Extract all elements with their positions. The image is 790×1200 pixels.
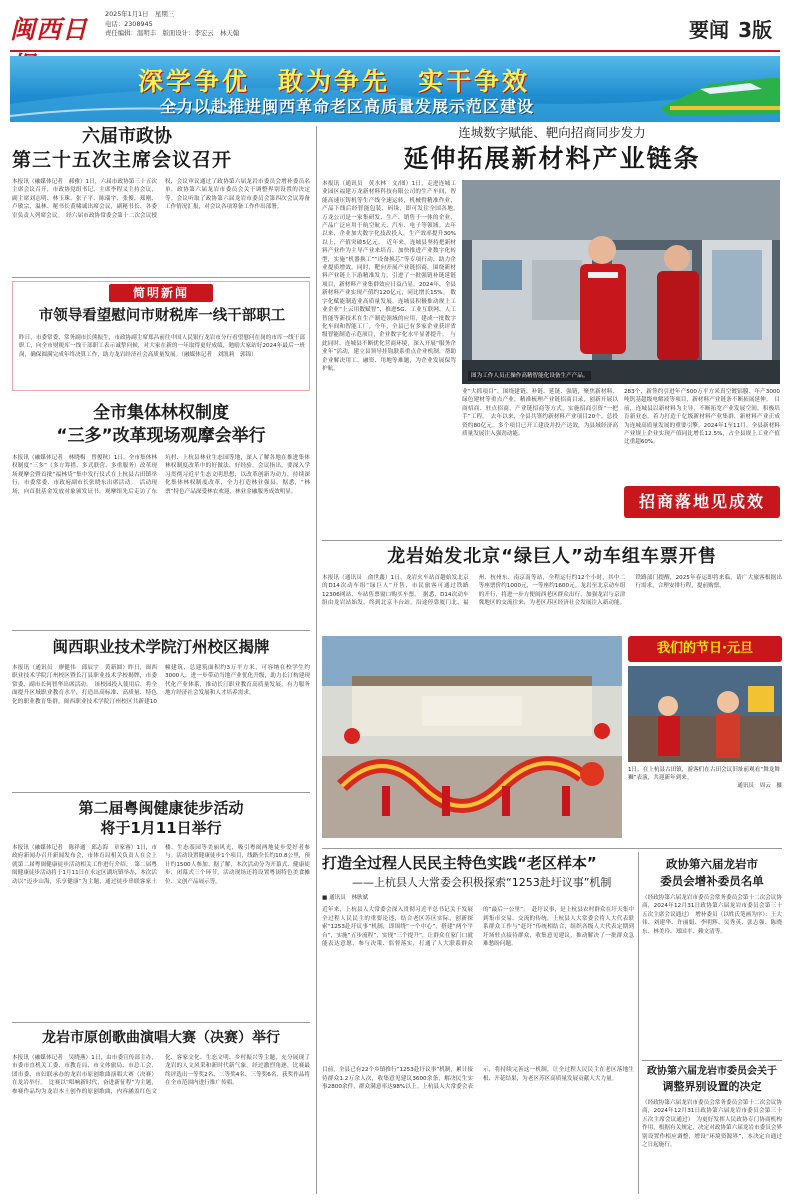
article-body-col: 本报讯（通讯员 黄水林 文/图）1日，走进连城工业园区福建万龙新材料科技有限公司的生产车间，智能高速压铸机等生产线全速运转，机械臂精准作业，产品下线后经智能包装、码垛，即可发往全国各地。 万龙公司是一家集研发、生产、销售于一体的企业，产品广泛应用于航空航天、汽车、电子等领域。去年以来，企业加大数字化技改投入，生产效率提升30%以上，产值突破5亿元。 近年来，连城县坚持把新材料产业作为主导产业来培育，加快推进产业数字化转型，实施“机器换工”“设备换芯”等专项行动，助力企业提质增效。同时，靶向开展产业链招商，围绕新材料产业链上下游精准发力，引进了一批强链补链延链项目，新材料产业集群效应日益凸显。2024年，全县新材料产业实现产值约120亿元，同比增长15%。 数字化赋能制造业高质量发展。连城县积极推动规上工业企业“上云用数赋智”，推进5G、工业互联网、人工智能等新技术在生产制造领域的应用，建成一批数字化车间和智能工厂。今年，全县已有多家企业获评省级智能制造示范项目，企业数字化水平显著提升。 与此同时，连城县不断优化营商环境，深入开展“服务企业年”活动，建立县领导挂钩联系重点企业机制，帮助企业解决用工、融资、用地等难题，为企业发展保驾护航。: [322, 181, 462, 372]
article-title: 将于1月11日举行: [100, 819, 222, 837]
divider: [642, 1060, 782, 1061]
article-body: （经政协第六届龙岩市委员会常务委员会第十二次会议协商，2024年12月31日政协第六届龙岩市委员会第三十五次主席会议通过） 增补委员（以姓氏笔画为序）：王大伟、刘建华、许丽娟、李明辉、吴秀英、张志强、陈晓东、林美玲、郑国平、赖文清等。: [642, 895, 782, 935]
article-body: 本报讯（通讯员 俞世鑫）1日，龙岩火车站首趟始发北京的D14次动车组“绿巨人”开售，市民旅客可通过铁路12306网站、车站售票窗口购买车票。 据悉，D14次动车组由龙岩站始发，终到北京丰台站，沿途停靠厦门北、福州、杭州东、南京南等站，全程运行约12个小时，其中二等座票价约1000元，一等座约1600元。龙岩至北京动车组的开行，将进一步方便闽西老区群众出行，加强龙岩与京津冀地区的交流往来，为老区苏区经济社会发展注入新动能。铁路部门提醒，2025年春运即将来临，请广大旅客根据出行需求，合理安排行程，提前购票。: [322, 575, 782, 607]
newspaper-logo: 闽西日: [10, 15, 89, 44]
brief-title: 市领导看望慰问市财税库一线干部职工: [38, 308, 286, 324]
article-title: 龙岩始发北京“绿巨人”动车组车票开售: [387, 546, 717, 567]
article-cppcc-members-list: [642, 856, 782, 1056]
article-byline: ■ 通讯员 林耿斌: [322, 895, 369, 901]
factory-scene-graphic: [462, 180, 780, 384]
brief-body: 昨日，市委常委、常务副市长熊振生，市政协副主席郑昌前往中国人民银行龙岩市分行看望慰问在岗的市库一线干部职工，向全市财税库一线干部职工表示诚挚问候，对大家在新的一年取得更好成绩，勉励大家站好2024年最后一班岗，确保圆满完成年终决算工作，助力龙岩经济社会高质量发展。（融媒体记者 刘凯莉 郭锦）: [19, 335, 305, 358]
article-title: 政协第六届龙岩市委员会关于: [647, 1066, 777, 1077]
masthead-info: 2025年1月1日 星期三 电话：2308945 责任编辑：温明丰 版面设计：李宏云 林天翰: [105, 10, 240, 38]
article-title: 打造全过程人民民主特色实践“老区样本”: [322, 854, 597, 872]
article-title: 第三十五次主席会议召开: [12, 149, 233, 171]
article-body: 本报讯（通讯员 廖健伟 邱辰宇 黄新圆）昨日，闽西职业技术学院汀州校区暨长汀县职业技术学校揭牌，市委常委、副市长何智华出席活动。 该校园投入使用后，将全面提升区域职业教育水平，打造出高标准、高质量、特色化的职业教育集群。闽西职业技术学院汀州校区共新建10幢建筑，总建筑面积约3万平方米，可容纳在校学生约3000人，进一步带动当地产业优化升级，助力长汀构建现代化产业体系，推动长汀职业教育高质量发展，有力服务地方经济社会发展和人才培养需求。: [12, 665, 310, 705]
divider: [12, 792, 310, 793]
article-whole-process-democracy: [322, 852, 634, 1194]
divider: [12, 1022, 310, 1023]
festival-small-photo: [628, 666, 782, 762]
masthead: [10, 8, 780, 52]
article-song-contest: [12, 1028, 310, 1194]
article-body: 数字化赋能制造业高质量发展。连城县积极推动规上工业企业“上云用数赋智”，推进5G、工业互联网、人工智能等新技术在生产制造领域的应用，建成一批数字化车间和智能工厂。今年，全县已有多家企业获评省级智能制造示范项目，企业数字化水平显著提升。 与此同时，连城县不断优化营商环境，深入开展“服务企业年”活动，建立县领导挂钩联系重点企业机制，帮助企业解决用工、融资、用地等难题，为企业发展保驾护航。: [322, 290, 456, 372]
festival-side-header: 我们的节日·元旦: [628, 636, 782, 662]
article-body: 本报讯（融媒体记者 吴晓燕）1日，由市委宣传部主办，市委市直机关工委、市教育局、市文体旅局、市总工会、团市委、市妇联承办的龙岩市原创歌曲演唱大赛（决赛）在龙岩举行。 比赛以“唱响新时代，奋进新征程”为主题，参赛作品均为龙岩本土创作的原创歌曲，内容涵盖红色文化、客家文化、生态文明、乡村振兴等主题，充分展现了龙岩的人文风采和新时代新气象。经过激烈角逐，比赛最终评选出一等奖2名、二等奖4名、三等奖6名，获奖作品将在全市范围内进行推广传唱。: [12, 1055, 310, 1095]
sub-banner: 招商落地见成效: [624, 486, 780, 518]
divider: [12, 630, 310, 631]
section-label: 要闻 3版: [688, 18, 772, 42]
article-body: 目前，全县已有22个乡镇推行“1253赴圩议事”机制，累计接待群众1.2万余人次，收集意见建议3600余条，解决民生实事2800余件，群众满意率达98%以上。上杭县人大常委会表示，将持续完善这一机制，让全过程人民民主在老区落地生根、开花结果，为老区苏区高质量发展贡献人大力量。: [322, 1067, 634, 1091]
factory-photo: [462, 180, 780, 384]
article-body: 283个，新签约引进年产500万平方米真空镀铝膜、年产3000吨钒基超级电解液等项目，新材料产业链条不断拓展延伸。 目前，连城县以新材料为主导，不断拓宽产业发展空间，积极培育新业态，着力打造千亿级新材料产业集群，新材料产业正成为连城高质量发展的重要引擎。2024年1至11月，全县新材料产业规上企业实现产值同比增长12.5%，占全县规上工业产值比重超60%。: [624, 389, 780, 446]
dragon-dance-photo: [322, 636, 622, 838]
article-title: 延伸拓展新材料产业链条: [403, 144, 701, 173]
article-title: 全市集体林权制度: [93, 403, 229, 423]
divider: [12, 277, 310, 278]
article-title: 第二届粤闽健康徒步活动: [78, 799, 244, 817]
brief-news-box: [12, 281, 310, 391]
article-kicker: 连城数字赋能、靶向招商同步发力: [458, 125, 646, 140]
banner-slogan: 深学争优 敢为争先 实干争效: [138, 67, 531, 96]
article-title: 政协第六届龙岩市: [666, 857, 758, 871]
article-title: “三多”改革现场观摩会举行: [56, 426, 266, 446]
festival-scene-graphic: [628, 666, 782, 762]
article-body: 本报讯（融媒体记者 林晓梅 曾俊秋）1日，全市集体林权制度“三多”（多方筹措、多式联营、多重服务）改革现场观摩会暨首批“福林贷”集中发行仪式在上杭县古田镇举行，市委常委、市政府副市长张晓东出席活动。 活动现场，向首批基金发放对象颁发证书。观摩组先后走访了东坑村、上杭县林业生态园等地，深入了解各地在推进集体林权制度改革中的好做法、好经验。会议指出，要深入学习贯彻习近平生态文明思想，以改革创新为动力，持续深化集体林权制度改革，全力打造林业强县。据悉，“林票”特色产品深受林农欢迎，林业金融服务成效明显。: [12, 455, 310, 495]
photo-caption: 图为工作人员正操作高精智能化设备生产产品。: [468, 371, 591, 381]
column-separator: [316, 126, 317, 1194]
article-hiking-event: [12, 798, 310, 1018]
divider: [322, 848, 782, 849]
article-train-tickets: [322, 544, 782, 842]
article-cppcc-sector-decision: [642, 1064, 782, 1194]
article-cppcc-chairs-meeting: [12, 126, 310, 276]
dragon-dance-graphic: [322, 636, 622, 838]
masthead-rule: [10, 50, 780, 52]
festival-caption: 1日，在上杭县古田镇，游客们在古田会议旧址前观看“舞龙舞狮”表演，共迎新年到来。 通讯员 周云 摄: [628, 767, 782, 790]
brief-header: 简明新闻: [109, 284, 213, 302]
article-forest-reform: [12, 402, 310, 622]
divider: [322, 540, 782, 541]
article-title: 龙岩市原创歌曲演唱大赛（决赛）举行: [42, 1030, 280, 1046]
column-separator: [638, 852, 639, 1194]
article-body: 本报讯（融媒体记者 陈祥通 邱志海 章家睿）1日，市政府新闻办召开新闻发布会，市体育局相关负责人在会上就第二届粤闽健康徒步活动相关工作进行介绍。 第二届粤闽健康徒步活动将于1月11日在永定区湖坑镇举办，本次活动以“迈步山海，乐享健康”为主题，通过徒步串联客家土楼、生态茶园等美丽风光，吸引粤闽两地徒步爱好者参与。活动设置健康徒步1个项目，线路全长约10.8公里，预计约1500人参加。据了解，本次活动分为开幕式、健康徒步、闭幕式三个环节，活动现场还将设置粤闽特色美食摊位、文创产品展示等。: [12, 845, 310, 885]
article-title: 六届市政协: [82, 126, 172, 147]
article-byline: 本报讯（通讯员 黄水林 文/图）: [322, 181, 412, 187]
article-title: 委员会增补委员名单: [660, 874, 764, 888]
photo-credit: 通讯员 周云 摄: [737, 783, 782, 790]
banner-subtitle: 全力以赴推进闽西革命老区高质量发展示范区建设: [160, 97, 535, 116]
article-new-materials: [322, 124, 782, 534]
theme-banner: [10, 56, 780, 122]
article-subtitle: ——上杭县人大常委会积极探索“1253赴圩议事”机制: [352, 876, 612, 889]
article-body: 业“大抓项目”，围绕建链、补链、延链、强链，聚焦新材料、绿色建材等重点产业，精准梳理产业链招商目录，创新开展以商招商、驻点招商、产业链招商等方式，实施招商引资“一把手”工程。 去年以来，全县共签约新材料产业项目20个，总投资约80亿元，多个项目已开工建设并投产达效，为县域经济高质量发展注入强劲动能。: [462, 389, 618, 438]
article-body: 近年来，上杭县人大常委会深入贯彻习近平总书记关于发展全过程人民民主的重要论述，结合老区苏区实际，创新探索“1253赴圩议事”机制，即围绕“一个中心”，搭建“两个平台”，实施“五步流程”，实现“三个提升”，让群众在家门口就能表达意愿、参与决策、监督落实，打通了人大联系群众的“最后一公里”。 赴圩议事，是上杭县农村群众在圩天集中到集市交易、交流的传统。上杭县人大常委会将人大代表联系群众工作与“赶圩”传统相结合，组织各级人大代表定期到圩场驻点接待群众，收集意见建议，推动解决了一批群众急难愁盼问题。: [322, 907, 634, 948]
article-body: 本报讯（融媒体记者 郝雅）1日，六届市政协第三十五次主席会议召开，市政协党组书记、主席李程义主持会议，副主席刘志明、林玉珠、张子平、陈瑞宇、张俊、郑刚、卢敏宗、温林、秘书长黄啸诚出席会议，副秘书长、各委室负责人列席会议。 经六届市政协常委会第十二次会议授权，会议审议通过了政协第六届龙岩市委员会增补委员名单，政协第六届龙岩市委员会关于调整界别设置的决定等。会议听取了政协第六届龙岩市委员会第四次会议筹备工作情况汇报，对会议各项筹备工作作出部署。: [12, 179, 310, 219]
article-title: 调整界别设置的决定: [662, 1080, 762, 1093]
article-vocational-campus: [12, 636, 310, 786]
article-title: 闽西职业技术学院汀州校区揭牌: [52, 638, 270, 656]
article-body: （经政协第六届龙岩市委员会常务委员会第十二次会议协商，2024年12月31日政协第六届龙岩市委员会第三十五次主席会议通过） 为更好发挥人民政协专门协商机构作用，根据有关规定，决定对政协第六届龙岩市委员会界别设置作相应调整，增设“环境资源界”，本决定自通过之日起施行。: [642, 1100, 782, 1149]
